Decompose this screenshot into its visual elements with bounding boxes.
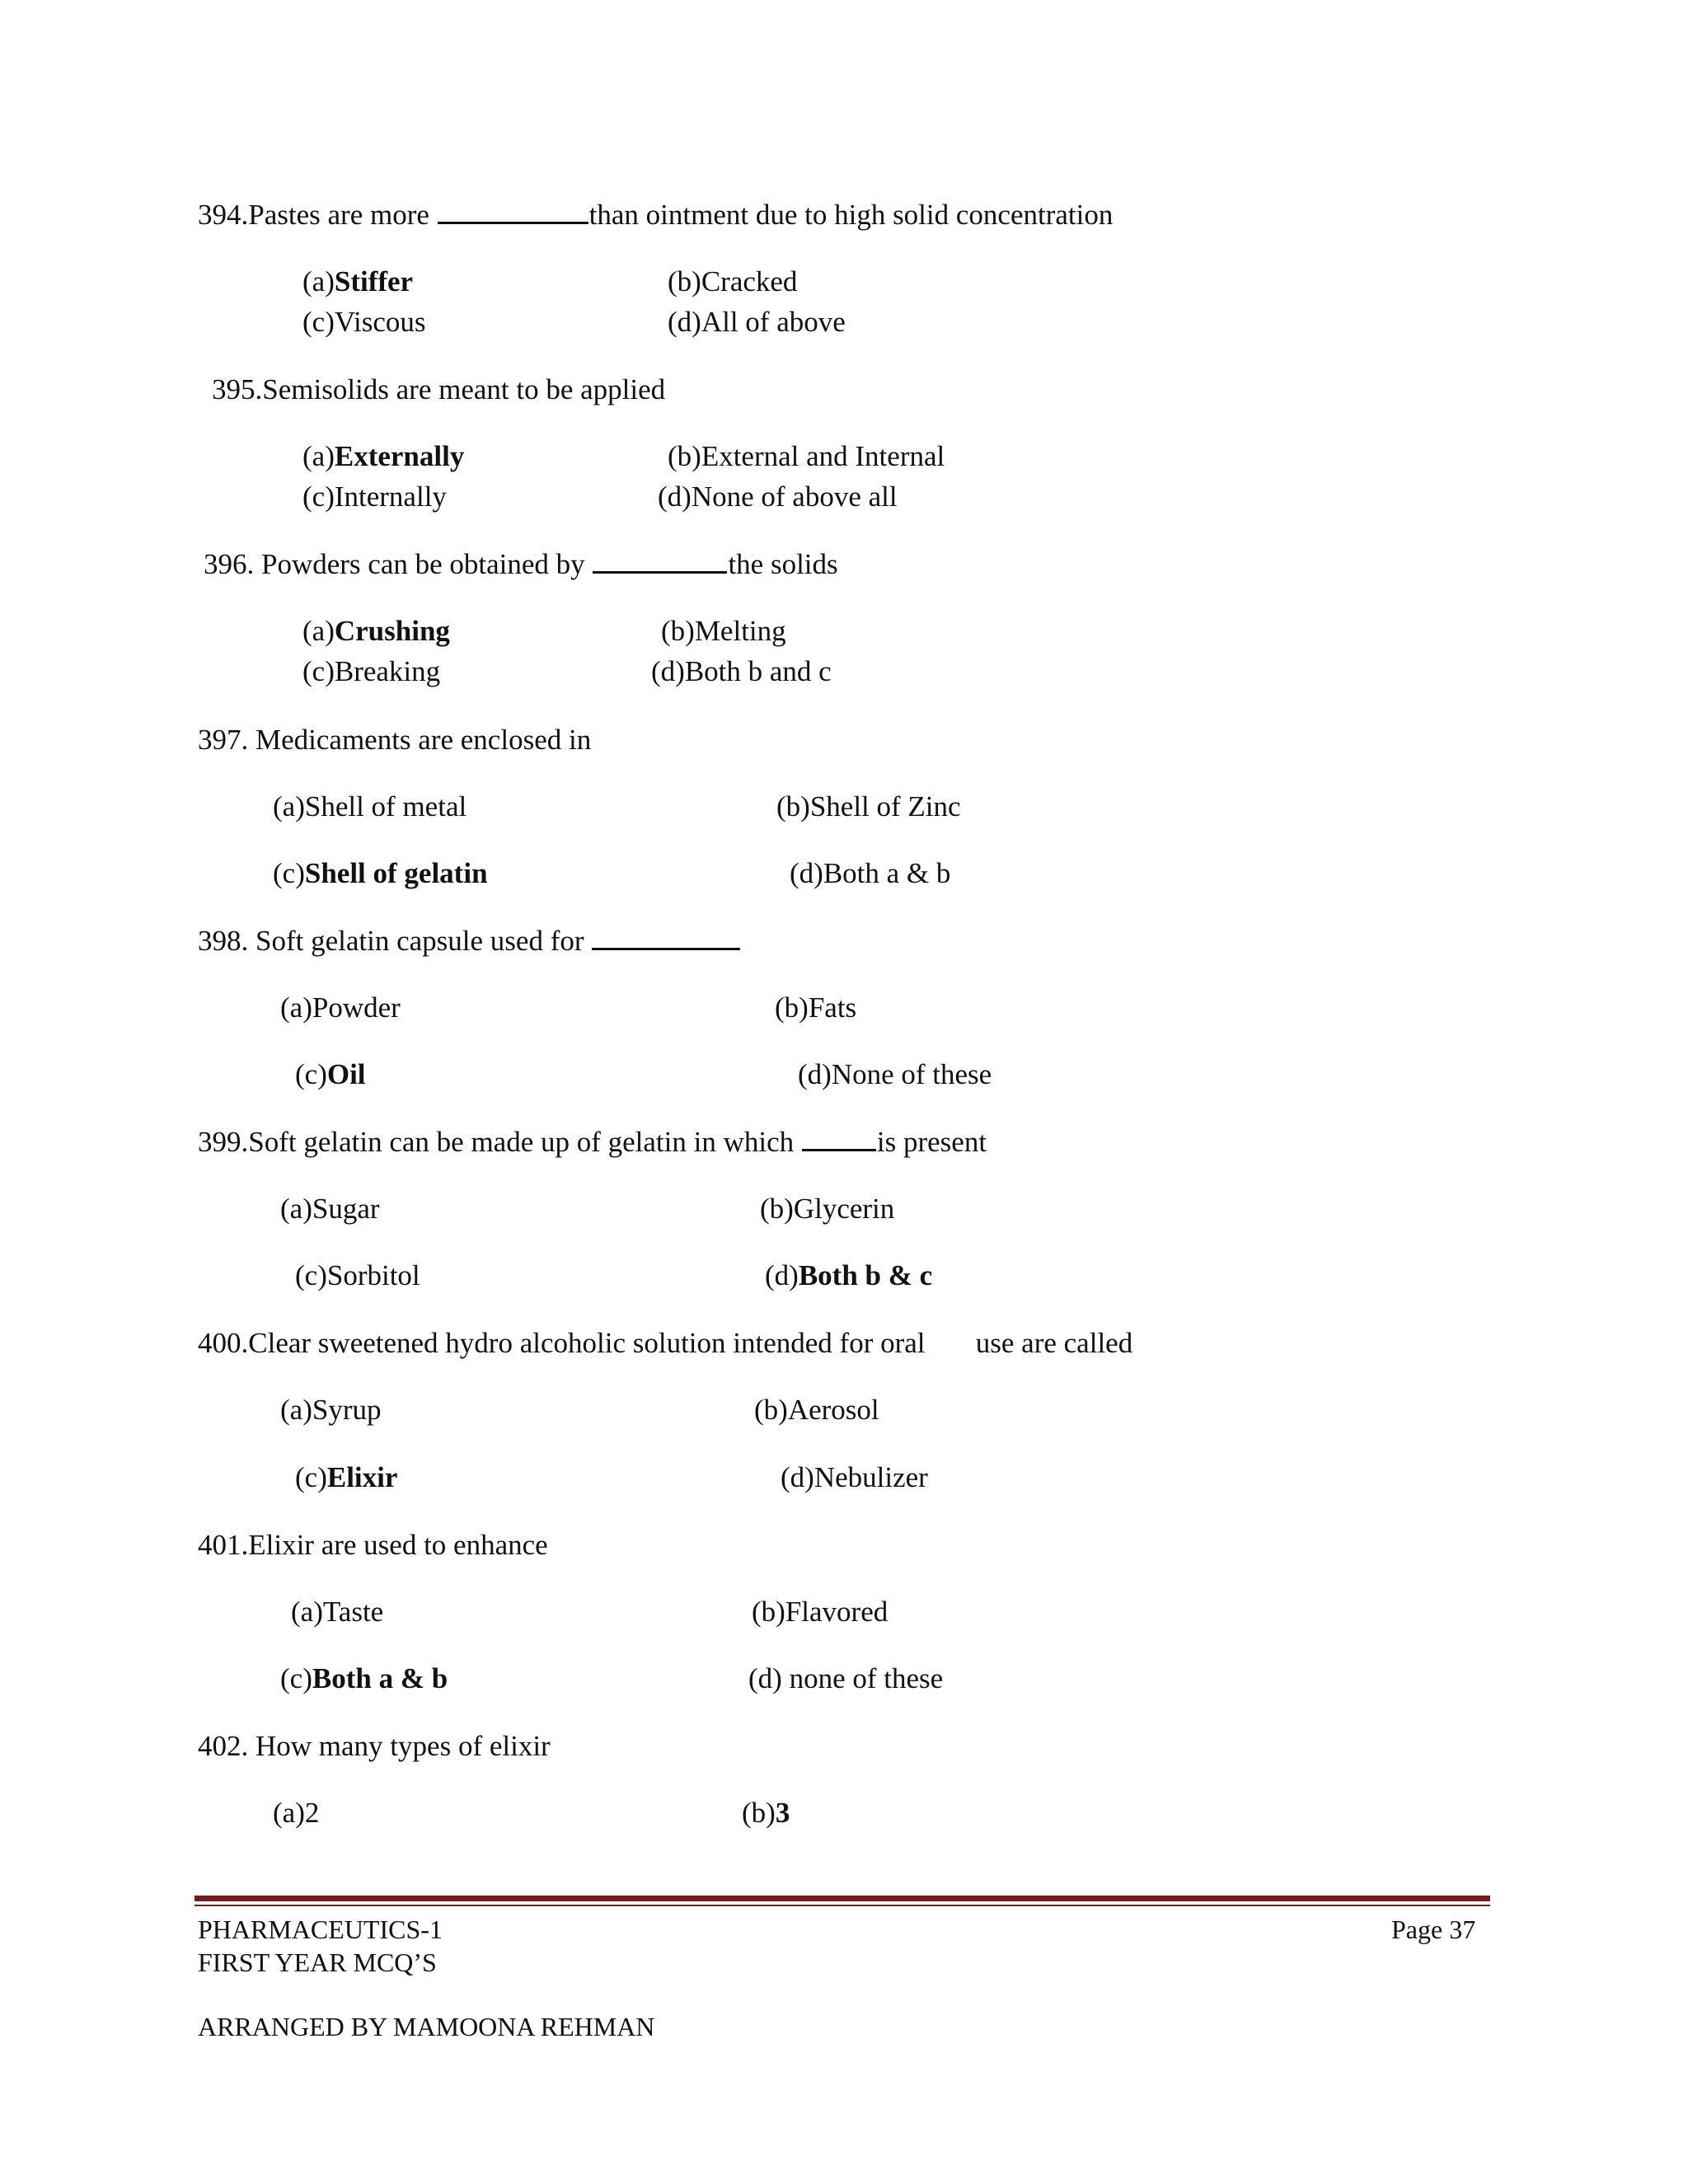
question-stem-text: 399.Soft gelatin can be made up of gelatin in which [198, 1126, 801, 1158]
option-label: (d) [781, 1461, 814, 1493]
answer-blank [592, 926, 740, 950]
option-label: (b) [668, 265, 701, 298]
option-400-c[interactable] [295, 1463, 397, 1492]
option-text: Viscous [334, 306, 426, 338]
option-label: (a) [302, 440, 335, 472]
option-text: none of these [781, 1662, 944, 1694]
question-398-stem [198, 926, 741, 955]
option-396-a[interactable] [302, 616, 450, 645]
option-399-c[interactable] [295, 1261, 420, 1290]
question-stem-text: the solids [728, 548, 838, 580]
answer-blank [438, 200, 588, 224]
footer-page-number: Page 37 [1391, 1915, 1476, 1944]
option-label: (d) [748, 1662, 782, 1694]
option-text: Shell of Zinc [809, 790, 961, 823]
footer-author: ARRANGED BY MAMOONA REHMAN [198, 2012, 655, 2041]
footer-subject: PHARMACEUTICS-1 [198, 1915, 443, 1944]
option-395-b[interactable] [668, 442, 945, 471]
option-label: (d) [658, 480, 692, 513]
option-text: Aerosol [787, 1394, 879, 1426]
option-label: (c) [295, 1461, 327, 1493]
option-text: Both a & b [823, 857, 951, 889]
option-label: (c) [295, 1259, 327, 1291]
option-394-c[interactable] [302, 307, 426, 336]
question-401-stem [198, 1530, 548, 1559]
option-402-a[interactable] [273, 1798, 319, 1827]
option-396-d[interactable] [651, 657, 832, 686]
question-stem-text: than ointment due to high solid concentration [588, 199, 1114, 231]
option-text: Externally [334, 440, 465, 472]
question-402-stem [198, 1732, 551, 1760]
answer-blank [593, 550, 727, 574]
question-395-stem [212, 375, 665, 404]
option-400-a[interactable] [280, 1395, 381, 1424]
option-label: (b) [754, 1394, 788, 1426]
question-stem-text: 400.Clear sweetened hydro alcoholic solution intended for oral use are called [198, 1327, 1133, 1359]
option-text: Both b & c [798, 1259, 933, 1291]
option-400-b[interactable] [754, 1395, 879, 1424]
option-395-a[interactable] [302, 442, 464, 471]
option-text: 2 [304, 1797, 320, 1829]
question-stem-text: 402. How many types of elixir [198, 1730, 551, 1762]
option-397-c[interactable] [273, 859, 488, 888]
option-text: Shell of gelatin [304, 857, 488, 889]
option-400-d[interactable] [781, 1463, 928, 1492]
option-label: (a) [302, 265, 335, 298]
option-text: Taste [322, 1596, 384, 1628]
option-text: Both b and c [684, 655, 832, 687]
option-text: Oil [326, 1058, 366, 1090]
option-text: Syrup [312, 1394, 382, 1426]
option-398-b[interactable] [775, 993, 856, 1022]
option-394-b[interactable] [668, 267, 797, 296]
question-stem-text: 401.Elixir are used to enhance [198, 1529, 548, 1561]
option-label: (c) [295, 1058, 327, 1090]
option-label: (b) [760, 1193, 794, 1225]
option-label: (a) [302, 615, 335, 647]
option-text: Fats [808, 991, 857, 1024]
option-text: None of these [831, 1058, 992, 1090]
option-label: (c) [273, 857, 305, 889]
option-label: (b) [742, 1797, 776, 1829]
question-stem-text: is present [876, 1126, 987, 1158]
option-label: (b) [668, 440, 701, 472]
option-text: Sugar [312, 1193, 380, 1225]
option-label: (c) [302, 655, 335, 687]
option-text: Shell of metal [304, 790, 467, 823]
option-label: (d) [798, 1058, 832, 1090]
option-label: (c) [302, 480, 335, 513]
option-label: (b) [661, 615, 695, 647]
option-text: Glycerin [793, 1193, 895, 1225]
option-398-a[interactable] [280, 993, 401, 1022]
question-stem-text: 397. Medicaments are enclosed in [198, 724, 592, 756]
option-label: (a) [291, 1596, 323, 1628]
option-401-b[interactable] [752, 1597, 888, 1626]
option-401-d[interactable] [748, 1664, 943, 1693]
option-text: Both a & b [312, 1662, 448, 1694]
option-text: Breaking [334, 655, 441, 687]
option-395-c[interactable] [302, 482, 447, 511]
option-text: Elixir [326, 1461, 398, 1493]
option-text: Stiffer [334, 265, 414, 298]
option-text: Sorbitol [326, 1259, 420, 1291]
question-stem-text: 396. Powders can be obtained by [204, 548, 593, 580]
question-399-stem [198, 1127, 987, 1156]
option-text: Powder [312, 991, 401, 1024]
footer-course: FIRST YEAR MCQ’S [198, 1947, 437, 1977]
answer-blank [802, 1127, 876, 1151]
option-label: (b) [775, 991, 809, 1024]
question-stem-text: 398. Soft gelatin capsule used for [198, 925, 592, 957]
option-label: (d) [765, 1259, 799, 1291]
question-stem-text: 395.Semisolids are meant to be applied [212, 373, 666, 405]
footer-rule-thick [195, 1896, 1490, 1901]
option-395-d[interactable] [658, 482, 898, 511]
option-text: Nebulizer [814, 1461, 928, 1493]
option-label: (d) [668, 306, 701, 338]
option-text: All of above [701, 306, 846, 338]
option-label: (a) [273, 1797, 305, 1829]
question-394-stem [198, 200, 1113, 229]
option-396-c[interactable] [302, 657, 440, 686]
option-397-a[interactable] [273, 792, 467, 821]
footer-rule-thin [195, 1905, 1490, 1906]
option-396-b[interactable] [661, 616, 786, 645]
option-394-a[interactable] [302, 267, 413, 296]
option-text: Melting [694, 615, 786, 647]
option-label: (c) [280, 1662, 312, 1694]
question-396-stem [204, 550, 838, 579]
option-text: Crushing [334, 615, 450, 647]
option-label: (a) [280, 991, 312, 1024]
option-397-d[interactable] [790, 859, 950, 888]
option-text: None of above all [691, 480, 898, 513]
option-label: (a) [280, 1193, 312, 1225]
question-stem-text: 394.Pastes are more [198, 199, 437, 231]
option-401-c[interactable] [280, 1664, 448, 1693]
option-text: Flavored [785, 1596, 889, 1628]
option-399-b[interactable] [760, 1194, 894, 1223]
option-text: External and Internal [701, 440, 945, 472]
option-text: Cracked [701, 265, 798, 298]
option-label: (d) [790, 857, 823, 889]
option-text: 3 [775, 1797, 790, 1829]
option-label: (b) [752, 1596, 785, 1628]
option-399-d[interactable] [765, 1261, 932, 1290]
option-401-a[interactable] [291, 1597, 383, 1626]
option-402-b[interactable] [742, 1798, 790, 1827]
option-label: (c) [302, 306, 335, 338]
option-394-d[interactable] [668, 307, 846, 336]
question-397-stem [198, 725, 591, 754]
option-398-c[interactable] [295, 1060, 366, 1089]
option-text: Internally [334, 480, 447, 513]
option-label: (b) [776, 790, 810, 823]
option-label: (a) [280, 1394, 312, 1426]
option-397-b[interactable] [776, 792, 961, 821]
option-label: (d) [651, 655, 685, 687]
option-label: (a) [273, 790, 305, 823]
option-399-a[interactable] [280, 1194, 380, 1223]
question-400-stem [198, 1329, 1132, 1357]
option-398-d[interactable] [798, 1060, 992, 1089]
